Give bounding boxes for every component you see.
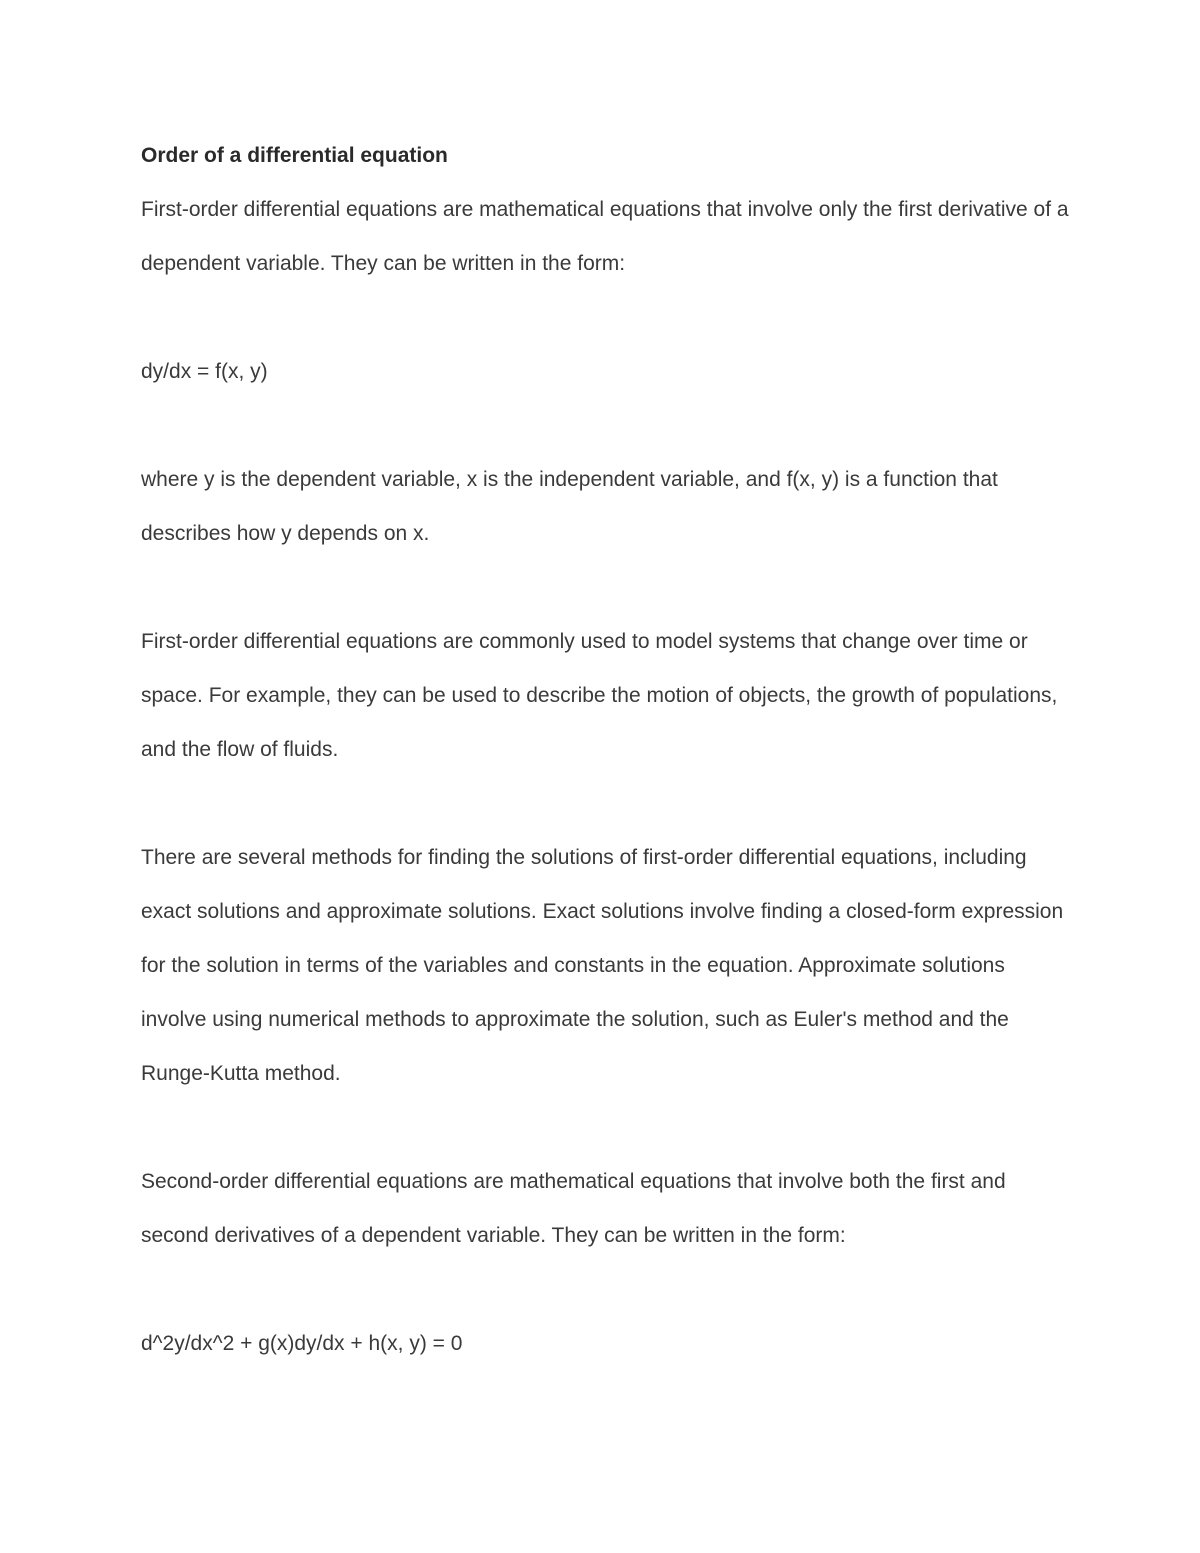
equation-second-order: d^2y/dx^2 + g(x)dy/dx + h(x, y) = 0 bbox=[141, 1332, 463, 1355]
equation-first-order: dy/dx = f(x, y) bbox=[141, 360, 268, 383]
paragraph-spacer bbox=[141, 399, 1071, 453]
paragraph-first-order-intro: First-order differential equations are mathematical equations that involve only the first derivative of a dependent variable. They can be written in the form: bbox=[141, 198, 1069, 275]
paragraph-spacer bbox=[141, 777, 1071, 831]
paragraph-spacer bbox=[141, 561, 1071, 615]
paragraph-solution-methods: There are several methods for finding the solutions of first-order differential equations, including exact solutions and approximate solutions. Exact solutions involve finding a closed-form expression for the solution in terms of the variables and constants in the equation. Approximate solutions involve using numerical methods to approximate the solution, such as Euler's method and the Runge-Kutta method. bbox=[141, 846, 1064, 1085]
paragraph-second-order-intro: Second-order differential equations are mathematical equations that involve both the first and second derivatives of a dependent variable. They can be written in the form: bbox=[141, 1170, 1006, 1247]
paragraph-spacer bbox=[141, 1263, 1071, 1317]
paragraph-spacer bbox=[141, 1101, 1071, 1155]
paragraph-spacer bbox=[141, 291, 1071, 345]
paragraph-applications: First-order differential equations are commonly used to model systems that change over time or space. For example, they can be used to describe the motion of objects, the growth of populations, and the flow of fluids. bbox=[141, 630, 1058, 761]
document-body bbox=[141, 141, 1071, 1371]
paragraph-variable-definitions: where y is the dependent variable, x is the independent variable, and f(x, y) is a function that describes how y depends on x. bbox=[141, 468, 998, 545]
section-heading: Order of a differential equation bbox=[141, 144, 448, 167]
